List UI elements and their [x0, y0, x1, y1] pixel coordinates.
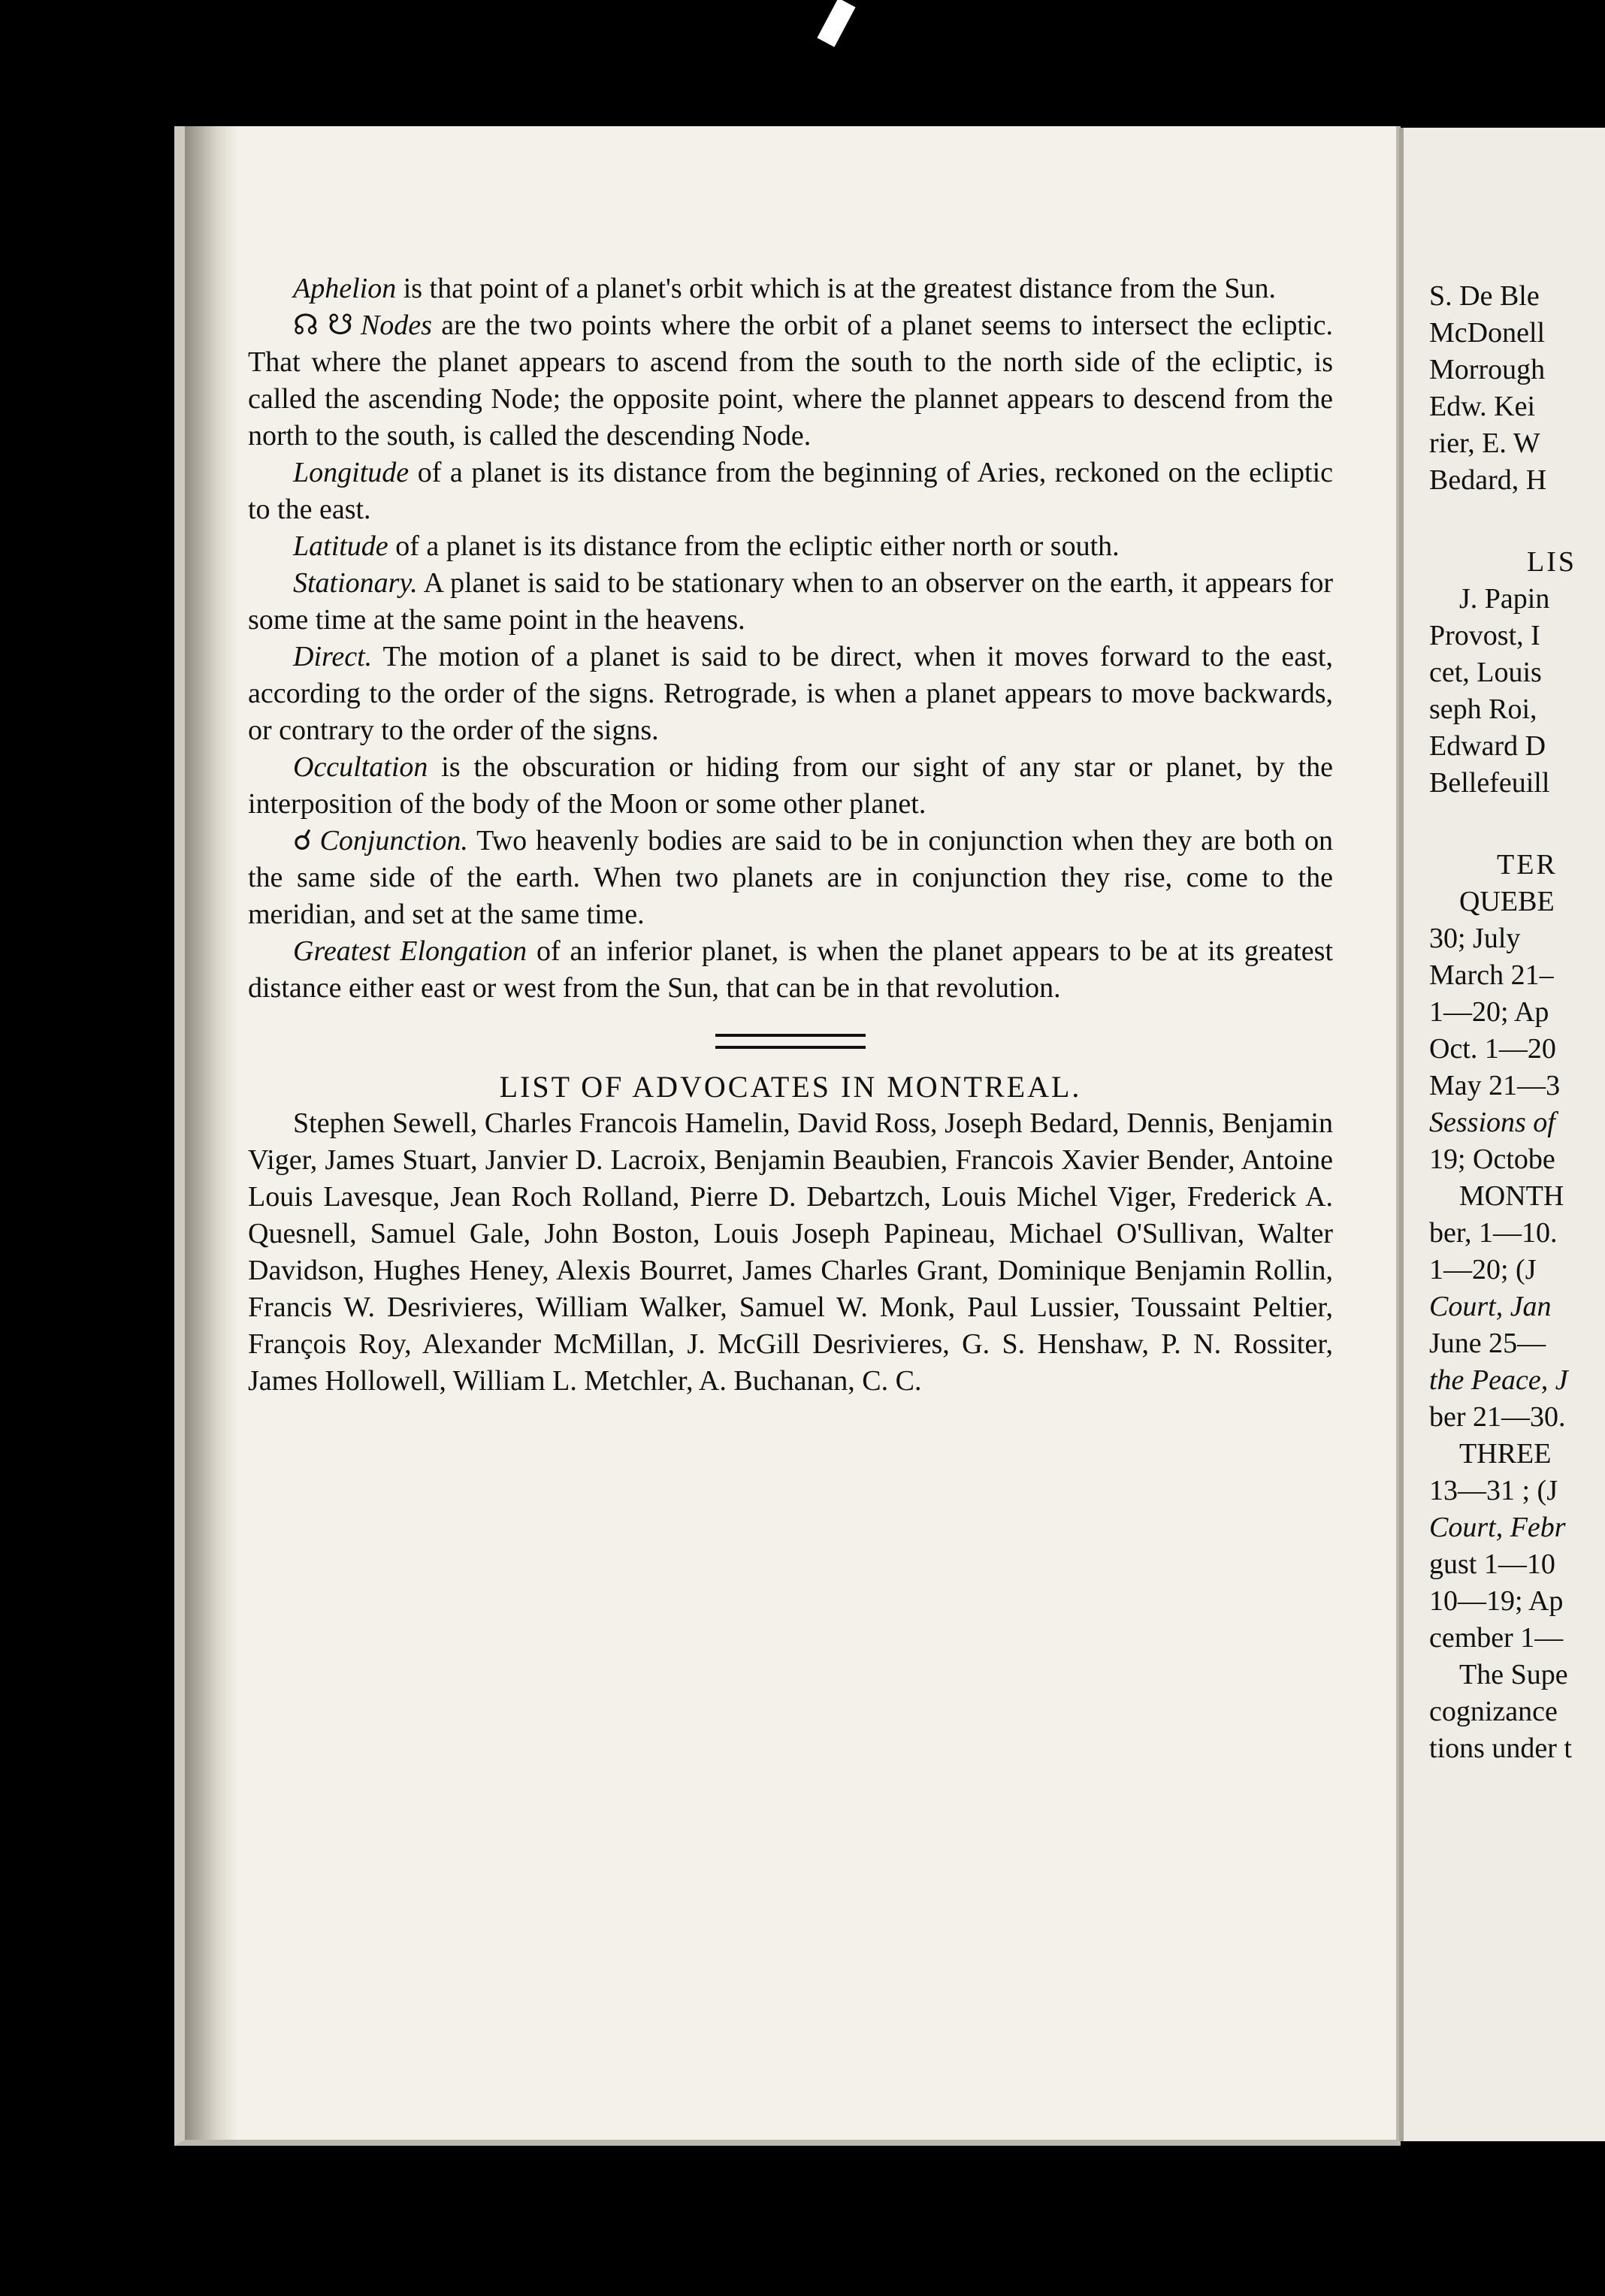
- right-line: 13—31 ; (J: [1429, 1475, 1558, 1506]
- right-page-text: [1429, 278, 1605, 1767]
- right-line: June 25—: [1429, 1328, 1546, 1359]
- right-line: tions under t: [1429, 1733, 1572, 1764]
- right-line: March 21–: [1429, 959, 1554, 991]
- right-line: cember 1—: [1429, 1622, 1564, 1654]
- node-symbols: ☊ ☋: [293, 310, 353, 341]
- right-line: QUEBE: [1459, 886, 1555, 917]
- right-line: cognizance: [1429, 1696, 1558, 1727]
- conjunction-symbol: ☌: [293, 825, 313, 856]
- definition-text: The motion of a planet is said to be direct, when it moves forward to the east, according to the order of the signs. Retrograde, is when a planet appears to move backwards, or contrary to the order of the signs.: [248, 641, 1333, 746]
- right-line: Court, Febr: [1429, 1512, 1566, 1543]
- right-line: 30; July: [1429, 923, 1521, 954]
- right-line: J. Papin: [1459, 583, 1550, 615]
- definition-text: of a planet is its distance from the beginning of Aries, reckoned on the ecliptic to the east.: [248, 457, 1333, 525]
- definition-greatest-elongation: [248, 933, 1333, 1007]
- right-line: Edward D: [1429, 730, 1546, 762]
- definition-text: is that point of a planet's orbit which is at the greatest distance from the Sun.: [396, 273, 1277, 304]
- term: Nodes: [360, 310, 432, 341]
- left-page-text: [248, 270, 1333, 1400]
- definition-text: A planet is said to be stationary when to an observer on the earth, it appears for some time at the same point in the heavens.: [248, 567, 1333, 636]
- right-line: gust 1—10: [1429, 1548, 1555, 1580]
- right-line: Bedard, H: [1429, 464, 1547, 496]
- term: Aphelion: [293, 273, 397, 304]
- right-line: McDonell: [1429, 317, 1546, 349]
- term: Stationary.: [293, 567, 418, 599]
- definition-aphelion: [248, 270, 1333, 307]
- right-heading-list: LIS: [1527, 546, 1576, 578]
- right-line: seph Roi,: [1429, 693, 1537, 725]
- definition-text: Two heavenly bodies are said to be in conjunction when they are both on the same side of the earth. When two planets are in conjunction they rise, come to the meridian, and set at the same time.: [248, 825, 1333, 930]
- right-line: May 21—3: [1429, 1070, 1561, 1101]
- right-line: S. De Ble: [1429, 280, 1540, 312]
- definition-longitude: [248, 455, 1333, 528]
- right-line: Edw. Kei: [1429, 391, 1536, 422]
- definition-text: of a planet is its distance from the ecliptic either north or south.: [388, 530, 1120, 562]
- term: Conjunction.: [319, 825, 468, 856]
- right-line: THREE: [1459, 1438, 1552, 1470]
- term: Occultation: [293, 751, 428, 783]
- right-page: [1399, 128, 1605, 2141]
- term: Greatest Elongation: [293, 935, 527, 967]
- scan-mark-top: [817, 0, 855, 47]
- section-divider: [715, 1034, 866, 1049]
- right-line: MONTH: [1459, 1180, 1564, 1212]
- definition-conjunction: [248, 823, 1333, 933]
- right-line: ber, 1—10.: [1429, 1217, 1558, 1249]
- right-line: Sessions of: [1429, 1107, 1555, 1138]
- definition-stationary: [248, 565, 1333, 639]
- right-line: Bellefeuill: [1429, 767, 1550, 799]
- right-line: 19; Octobe: [1429, 1143, 1555, 1175]
- advocates-list: Stephen Sewell, Charles Francois Hamelin, David Ross, Joseph Bedard, Dennis, Benjamin Viger, James Stuart, Janvier D. Lacroix, Benjamin Beaubien, Francois Xavier Bender, Antoine Louis Lavesque, Jean Roch Rolland, Pierre D. Debartzch, Louis Michel Viger, Frederick A. Quesnell, Samuel Gale, John Boston, Louis Joseph Papineau, Michael O'Sullivan, Walter Davidson, Hughes Heney, Alexis Bourret, James Charles Grant, Dominique Benjamin Rollin, Francis W. Desrivieres, William Walker, Samuel W. Monk, Paul Lussier, Toussaint Peltier, François Roy, Alexander McMillan, J. McGill Desrivieres, G. S. Henshaw, P. N. Rossiter, James Hollowell, William L. Metchler, A. Buchanan, C. C.: [248, 1107, 1333, 1397]
- right-line: The Supe: [1459, 1659, 1568, 1690]
- right-line: the Peace, J: [1429, 1364, 1568, 1396]
- definition-occultation: [248, 749, 1333, 823]
- right-line: Provost, I: [1429, 620, 1540, 651]
- right-line: cet, Louis: [1429, 657, 1542, 688]
- page-edge-shadow: [185, 126, 237, 2140]
- right-line: Morrough: [1429, 354, 1546, 385]
- right-line: 10—19; Ap: [1429, 1585, 1564, 1617]
- term: Latitude: [293, 530, 388, 562]
- term: Longitude: [293, 457, 410, 488]
- definition-text: are the two points where the orbit of a planet seems to intersect the ecliptic. That where the planet appears to ascend from the south to the north side of the ecliptic, is called the ascending Node; the opposite point, where the plannet appears to descend from the north to the south, is called the descending Node.: [248, 310, 1333, 452]
- definition-text: is the obscuration or hiding from our sight of any star or planet, by the interposition of the body of the Moon or some other planet.: [248, 751, 1333, 820]
- definition-latitude: [248, 528, 1333, 565]
- right-line: Oct. 1—20: [1429, 1033, 1556, 1065]
- definition-direct: [248, 639, 1333, 749]
- definition-nodes: [248, 307, 1333, 455]
- definition-text: of an inferior planet, is when the planet appears to be at its greatest distance either east or west from the Sun, that can be in that revolution.: [248, 935, 1333, 1004]
- right-line: ber 21—30.: [1429, 1401, 1566, 1433]
- right-line: 1—20; Ap: [1429, 996, 1549, 1028]
- advocates-heading: LIST OF ADVOCATES IN MONTREAL.: [499, 1070, 1082, 1104]
- right-line: 1—20; (J: [1429, 1254, 1537, 1285]
- term: Direct.: [293, 641, 373, 672]
- right-heading-terms: TER: [1497, 849, 1558, 881]
- right-line: rier, E. W: [1429, 427, 1540, 459]
- right-line: Court, Jan: [1429, 1291, 1552, 1322]
